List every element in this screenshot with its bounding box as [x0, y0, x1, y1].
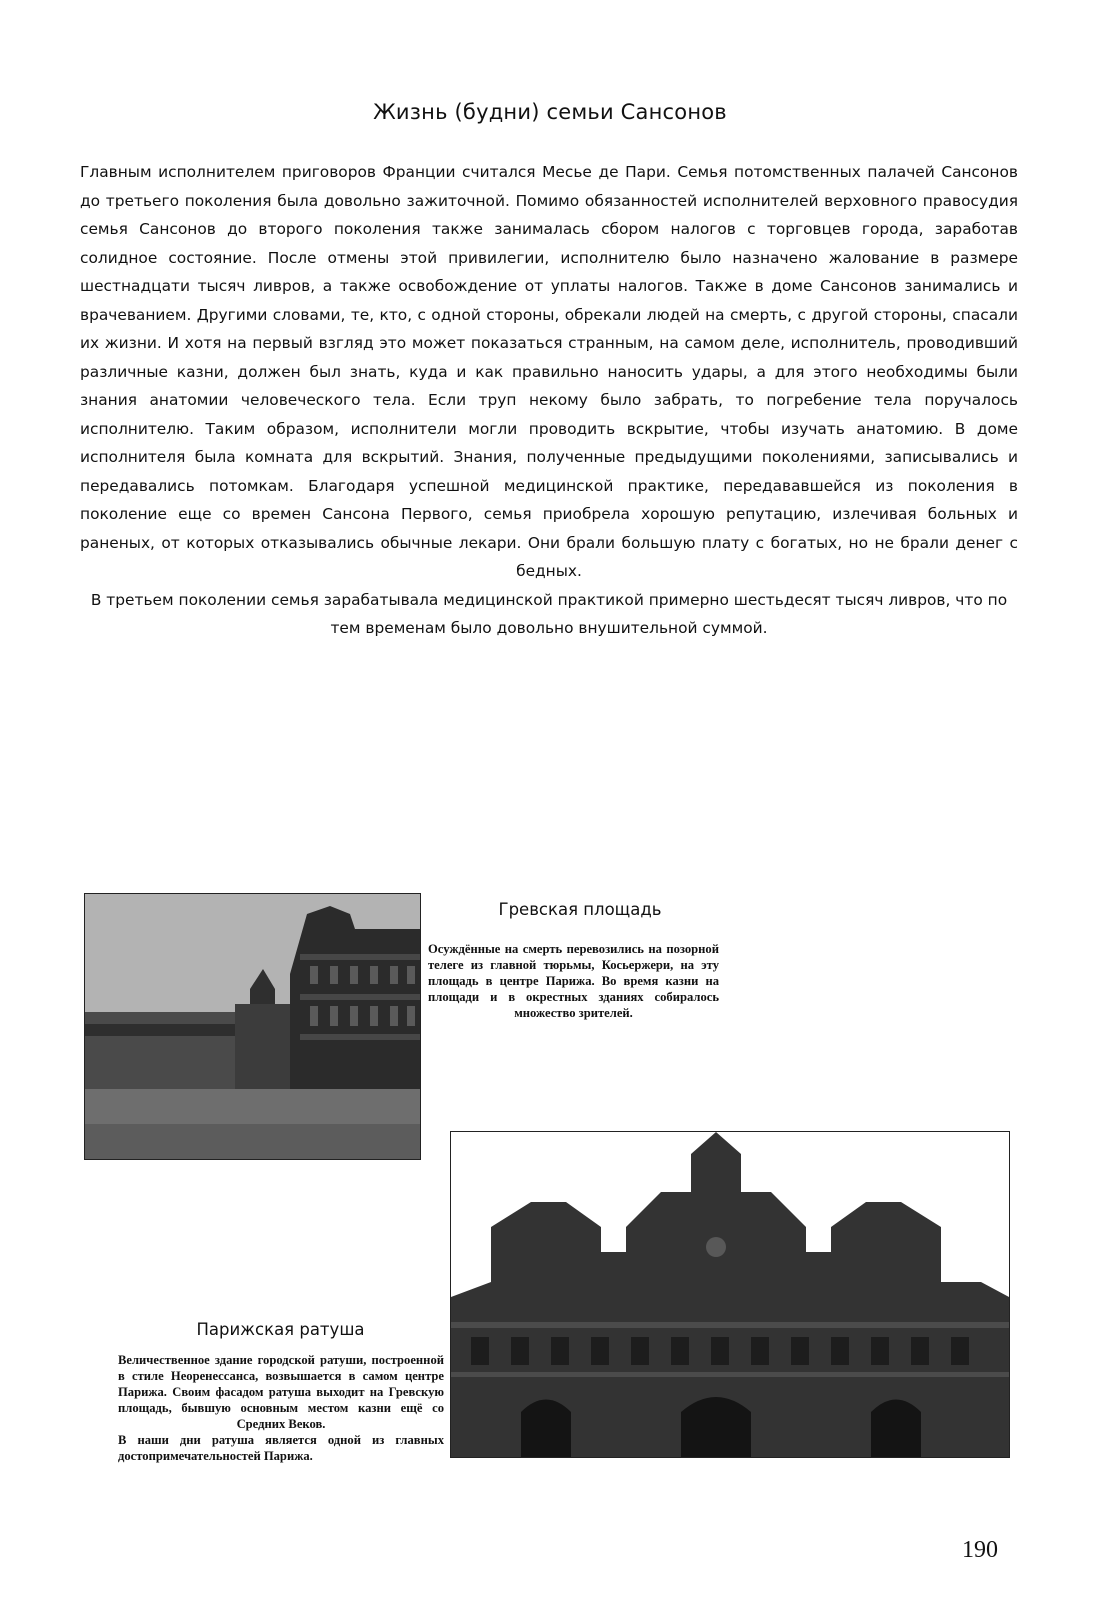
- page-title: Жизнь (будни) семьи Сансонов: [373, 100, 727, 124]
- greve-square-caption-title: Гревская площадь: [498, 900, 662, 919]
- caption-line: Величественное здание городской ратуши, построенной в стиле Неоренессанса, возвышается в самом центре Парижа. Своим фасадом ратуша выходит на Гревскую площадь, бывшую основным местом казни ещё со Средних Веков.: [118, 1353, 444, 1431]
- paragraph-2: В третьем поколении семья зарабатывала медицинской практикой примерно шестьдесят тысяч ливров, что по тем временам было довольно внушительной суммой.: [90, 590, 1008, 637]
- caption-line: В наши дни ратуша является одной из главных достопримечательностей Парижа.: [118, 1433, 444, 1463]
- paragraph-1: Главным исполнителем приговоров Франции считался Месье де Пари. Семья потомственных палачей Сансонов до третьего поколения была довольно зажиточной. Помимо обязанностей исполнителей верховного правосудия семья Сансонов до второго поколения также занималась сбором налогов с торговцев города, заработав солидное состояние. После отмены этой привилегии, исполнителю было назначено жалование в размере шестнадцати тысяч ливров, а также освобождение от уплаты налогов. Также в доме Сансонов занимались и врачеванием. Другими словами, те, кто, с одной стороны, обрекали людей на смерть, с другой стороны, спасали их жизни. И хотя на первый взгляд это может показаться странным, на самом деле, исполнитель, проводивший различные казни, должен был знать, куда и как правильно наносить удары, а для этого необходимы были знания анатомии человеческого тела. Если труп некому было забрать, то погребение тела поручалось исполнителю. Таким образом, исполнители могли проводить вскрытие, чтобы изучать анатомию. В доме исполнителя была комната для вскрытий. Знания, полученные предыдущими поколениями, записывались и передавались потомкам. Благодаря успешной медицинской практике, передававшейся из поколения в поколение еще со времен Сансона Первого, семья приобрела хорошую репутацию, излечивая больных и раненых, от которых отказывались обычные лекари. Они брали большую плату с богатых, но не брали денег с бедных.: [80, 163, 1018, 580]
- main-text: [80, 158, 1018, 643]
- city-hall-caption-text: [118, 1352, 444, 1464]
- city-hall-caption-title: Парижская ратуша: [196, 1320, 365, 1339]
- caption-line: Осуждённые на смерть перевозились на позорной телеге из главной тюрьмы, Косьержери, на эту площадь в центре Парижа. Во время казни на площади и в окрестных зданиях собиралось множество зрителей.: [428, 942, 719, 1020]
- greve-square-caption-text: [428, 941, 719, 1021]
- city-hall-photo: [450, 1131, 1010, 1458]
- greve-square-photo: [84, 893, 421, 1160]
- page-number: 190: [962, 1537, 998, 1563]
